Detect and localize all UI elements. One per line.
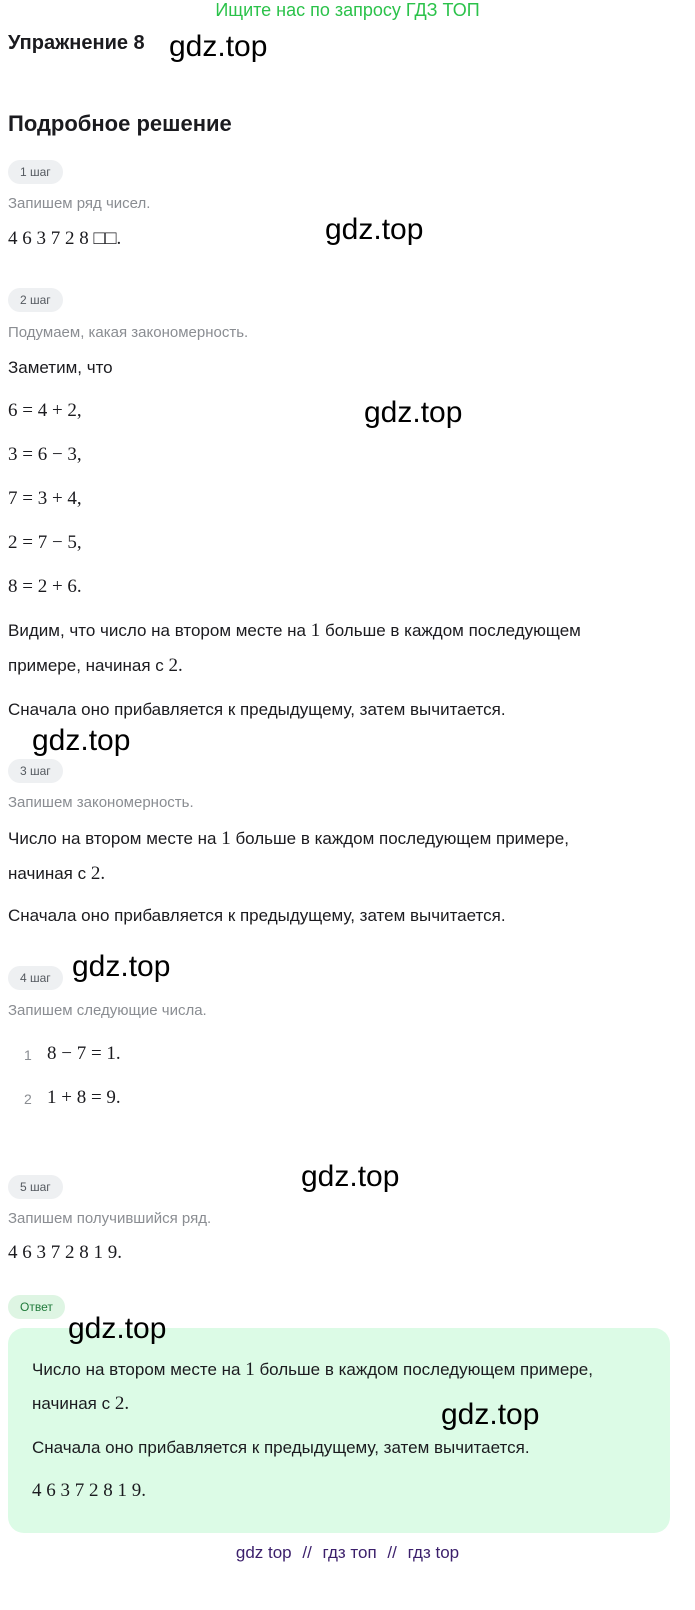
- paragraph: примере, начиная с 2.: [8, 655, 183, 676]
- section-title: Подробное решение: [8, 111, 232, 136]
- paragraph: начиная с 2.: [8, 863, 106, 884]
- step-hint: Запишем ряд чисел.: [8, 195, 151, 212]
- paragraph: Видим, что число на втором месте на 1 больше в каждом последующем: [8, 620, 581, 641]
- paragraph: Сначала оно прибавляется к предыдущему, затем вычитается.: [8, 700, 506, 719]
- footer-separator: //: [387, 1543, 397, 1562]
- step-badge: 2 шаг: [8, 288, 63, 312]
- footer-link-gdz-top[interactable]: gdz top: [235, 1543, 292, 1562]
- answer-paragraph: Число на втором месте на 1 больше в каждом последующем примере,: [32, 1359, 593, 1380]
- watermark: gdz.top: [68, 1312, 167, 1345]
- watermark: gdz.top: [32, 724, 131, 757]
- step-badge: 1 шаг: [8, 160, 63, 184]
- answer-paragraph: начиная с 2.: [32, 1393, 130, 1414]
- footer-links: [0, 1543, 695, 1563]
- step-hint: Подумаем, какая закономерность.: [8, 324, 249, 341]
- list-number: 2: [24, 1091, 32, 1107]
- list-equation: 1 + 8 = 9.: [47, 1087, 121, 1108]
- paragraph: Число на втором месте на 1 больше в каждом последующем примере,: [8, 828, 569, 849]
- paragraph: Сначала оно прибавляется к предыдущему, затем вычитается.: [8, 906, 506, 925]
- answer-badge: Ответ: [8, 1295, 65, 1319]
- number-row: 4 6 3 7 2 8 □□.: [8, 228, 122, 249]
- watermark: gdz.top: [325, 213, 424, 246]
- equation: 6 = 4 + 2,: [8, 400, 82, 421]
- number-row: 4 6 3 7 2 8 1 9.: [8, 1242, 122, 1263]
- watermark: gdz.top: [441, 1398, 540, 1431]
- step-badge: 5 шаг: [8, 1175, 63, 1199]
- step-hint: Запишем получившийся ряд.: [8, 1210, 212, 1227]
- step-badge: 3 шаг: [8, 759, 63, 783]
- footer-link-gdz-top-mixed[interactable]: гдз top: [407, 1543, 460, 1562]
- step-badge: 4 шаг: [8, 966, 63, 990]
- watermark: gdz.top: [72, 950, 171, 983]
- answer-number-row: 4 6 3 7 2 8 1 9.: [32, 1480, 146, 1501]
- equation: 7 = 3 + 4,: [8, 488, 82, 509]
- list-number: 1: [24, 1047, 32, 1063]
- watermark: gdz.top: [364, 396, 463, 429]
- search-banner: Ищите нас по запросу ГДЗ ТОП: [215, 0, 480, 20]
- footer-separator: //: [302, 1543, 312, 1562]
- list-equation: 8 − 7 = 1.: [47, 1043, 121, 1064]
- equation: 8 = 2 + 6.: [8, 576, 82, 597]
- step-hint: Запишем следующие числа.: [8, 1002, 207, 1019]
- equation: 3 = 6 − 3,: [8, 444, 82, 465]
- page-title: Упражнение 8: [8, 32, 145, 54]
- answer-paragraph: Сначала оно прибавляется к предыдущему, затем вычитается.: [32, 1438, 530, 1457]
- watermark: gdz.top: [169, 30, 268, 63]
- equation: 2 = 7 − 5,: [8, 532, 82, 553]
- step-intro: Заметим, что: [8, 358, 113, 377]
- watermark: gdz.top: [301, 1160, 400, 1193]
- footer-link-gdz-top-ru[interactable]: гдз топ: [322, 1543, 377, 1562]
- step-hint: Запишем закономерность.: [8, 794, 194, 811]
